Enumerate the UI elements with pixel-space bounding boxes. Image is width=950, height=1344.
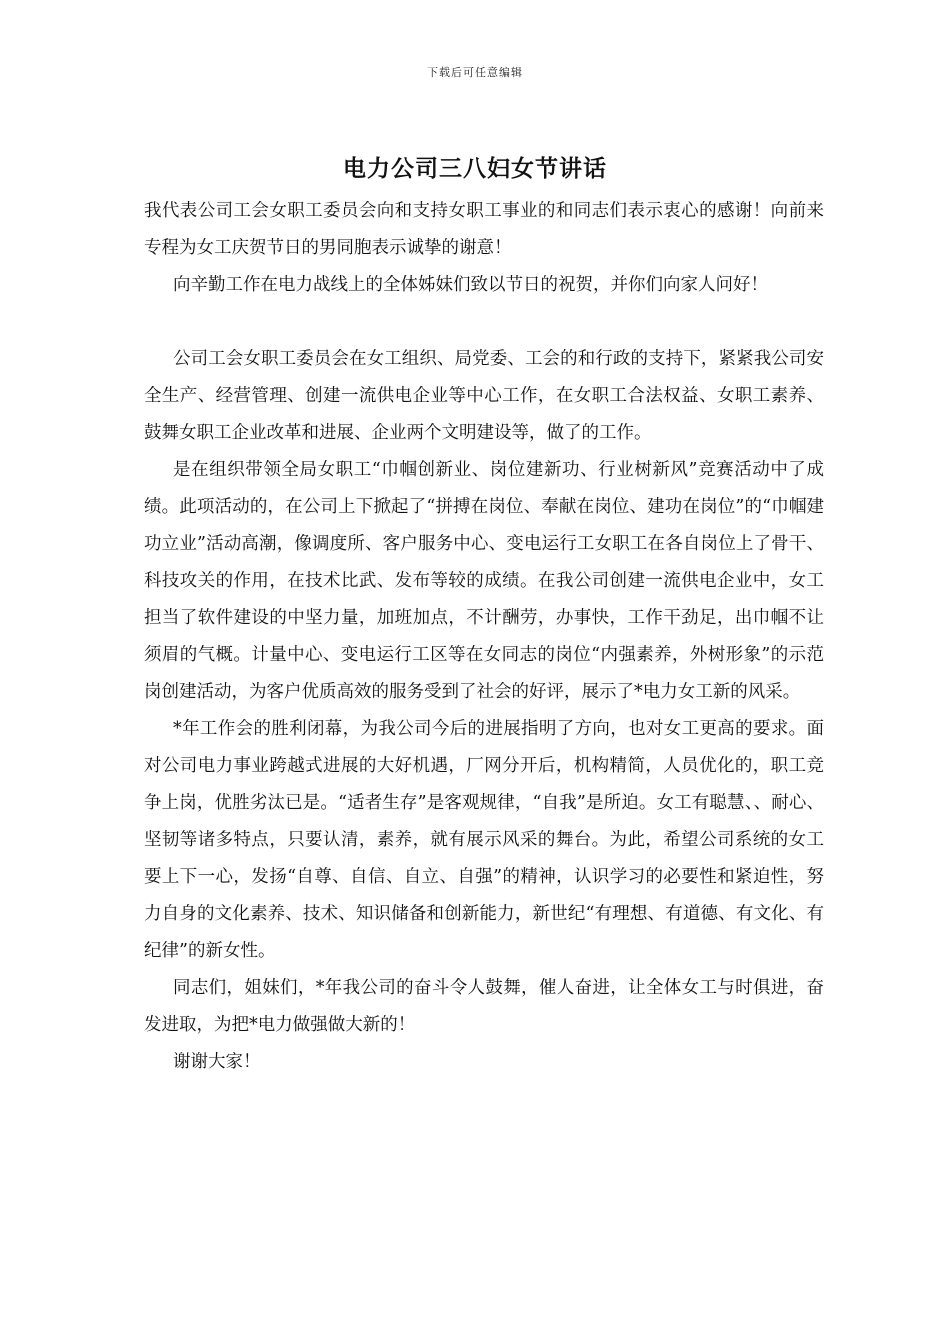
- paragraph-closing: 同志们，姐妹们，*年我公司的奋斗令人鼓舞，催人奋进，让全体女工与时俱进，奋发进取，为把*电力做强做大新的！: [144, 978, 824, 1035]
- paragraph-thanks: 我代表公司工会女职工委员会向和支持女职工事业的和同志们表示衷心的感谢！向前来专程为女工庆贺节日的男同胞表示诚挚的谢意！: [144, 201, 824, 258]
- paragraph-thank-you: 谢谢大家！: [173, 1052, 261, 1072]
- blank-line: [144, 304, 824, 341]
- document-body: [144, 193, 824, 1081]
- paragraph-achievements: 是在组织带领全局女职工“巾帼创新业、岗位建新功、行业树新风”竞赛活动中了成绩。此项活动的，在公司上下掀起了“拼搏在岗位、奉献在岗位、建功在岗位”的“巾帼建功立业”活动高潮，像调度所、客户服务中心、变电运行工女职工在各自岗位上了骨干、科技攻关的作用，在技术比武、发布等较的成绩。在我公司创建一流供电企业中，女工担当了软件建设的中坚力量，加班加点，不计酬劳，办事快，工作干劲足，出巾帼不让须眉的气概。计量中心、变电运行工区等在女同志的岗位“内强素养，外树形象”的示范岗创建活动，为客户优质高效的服务受到了社会的好评，展示了*电力女工新的风采。: [144, 460, 824, 702]
- document-title: 电力公司三八妇女节讲话: [343, 155, 607, 182]
- paragraph-expectations: *年工作会的胜利闭幕，为我公司今后的进展指明了方向，也对女工更高的要求。面对公司电力事业跨越式进展的大好机遇，厂网分开后，机构精简，人员优化的，职工竞争上岗，优胜劣汰已是。“适者生存”是客观规律，“自我”是所迫。女工有聪慧、、耐心、坚韧等诸多特点，只要认清，素养，就有展示风采的舞台。为此，希望公司系统的女工要上下一心，发扬“自尊、自信、自立、自强”的精神，认识学习的必要性和紧迫性，努力自身的文化素养、技术、知识储备和创新能力，新世纪“有理想、有道德、有文化、有纪律”的新女性。: [144, 719, 824, 961]
- paragraph-greeting: 向辛勤工作在电力战线上的全体姊妹们致以节日的祝贺，并你们向家人问好！: [173, 275, 768, 295]
- paragraph-committee-work: 公司工会女职工委员会在女工组织、局党委、工会的和行政的支持下，紧紧我公司安全生产、经营管理、创建一流供电企业等中心工作，在女职工合法权益、女职工素养、鼓舞女职工企业改革和进展、企业两个文明建设等，做了的工作。: [144, 349, 824, 443]
- header-note: 下载后可任意编辑: [427, 66, 523, 79]
